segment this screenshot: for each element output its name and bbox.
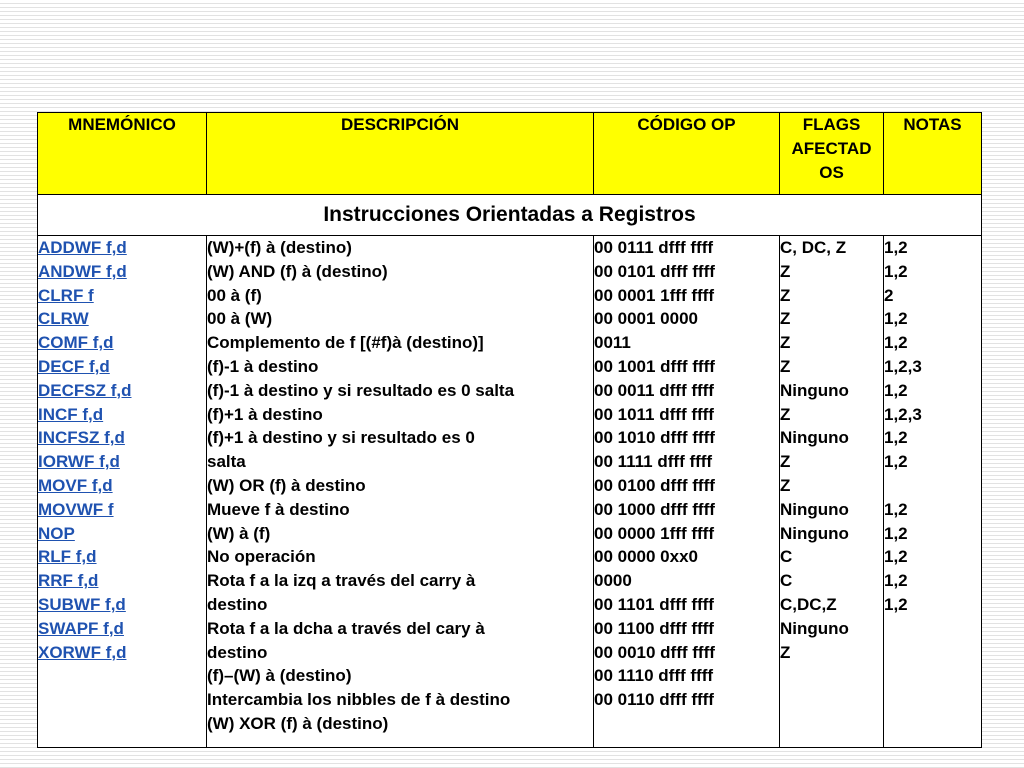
notes-column (884, 236, 982, 748)
description-line: (f)–(W) à (destino) (207, 666, 352, 686)
description-line: (W) OR (f) à destino (207, 475, 366, 495)
description-line: Rota f a la izq a través del carry à (207, 571, 476, 591)
description-line: (f)+1 à destino y si resultado es 0 (207, 428, 475, 448)
opcode-line: 00 0001 1fff ffff (594, 285, 714, 305)
notes-line: 1,2 (884, 594, 908, 614)
flags-line: Z (780, 404, 791, 424)
description-line: 00 à (f) (207, 285, 262, 305)
mnemonic-link[interactable]: ADDWF f,d (38, 238, 127, 257)
opcode-line: 00 1000 dfff ffff (594, 499, 715, 519)
description-line: Complemento de f [(#f)à (destino)] (207, 333, 484, 353)
notes-line: 1,2 (884, 571, 908, 591)
header-flags (780, 113, 884, 195)
opcode-line: 00 0110 dfff ffff (594, 690, 714, 710)
mnemonic-link[interactable]: DECF f,d (38, 356, 110, 376)
description-line: destino (207, 642, 268, 662)
header-mnemonic: MNEMÓNICO (38, 113, 207, 195)
description-line: No operación (207, 547, 316, 567)
opcode-line: 00 0100 dfff ffff (594, 475, 715, 495)
mnemonic-link[interactable]: IORWF f,d (38, 452, 120, 472)
header-row (38, 113, 982, 195)
opcode-line: 00 0010 dfff ffff (594, 642, 715, 662)
mnemonic-link[interactable]: MOVF f,d (38, 475, 113, 495)
opcode-line: 0000 (594, 571, 632, 591)
flags-line: Z (780, 452, 791, 472)
mnemonic-column (38, 236, 207, 748)
notes-line: 1,2 (884, 309, 908, 329)
header-opcode: CÓDIGO OP (594, 113, 780, 195)
header-description: DESCRIPCIÓN (207, 113, 594, 195)
opcode-line: 00 1001 dfff ffff (594, 356, 715, 376)
mnemonic-link[interactable]: MOVWF f (38, 499, 114, 519)
mnemonic-link[interactable]: CLRW (38, 309, 89, 329)
notes-line: 1,2 (884, 261, 908, 281)
flags-line: Z (780, 356, 791, 376)
mnemonic-link[interactable]: NOP (38, 523, 75, 543)
opcode-line: 00 0001 0000 (594, 309, 698, 329)
header-flags-line: OS (819, 163, 844, 182)
description-line: (W) XOR (f) à (destino) (207, 713, 389, 733)
opcode-line: 00 1111 dfff ffff (594, 452, 713, 472)
notes-line: 1,2,3 (884, 356, 922, 376)
description-line: destino (207, 594, 268, 614)
flags-line: Z (780, 261, 791, 281)
notes-line: 1,2 (884, 452, 908, 472)
description-line: (W)+(f) à (destino) (207, 238, 352, 257)
opcode-line: 00 0011 dfff ffff (594, 380, 714, 400)
notes-line: 2 (884, 285, 894, 305)
flags-line: C,DC,Z (780, 594, 837, 614)
notes-line: 1,2 (884, 380, 908, 400)
opcode-line: 00 0111 dfff ffff (594, 238, 714, 257)
header-notes: NOTAS (884, 113, 982, 195)
instructions-row (38, 236, 982, 748)
description-line: (f)-1 à destino (207, 356, 319, 376)
description-line: salta (207, 452, 246, 472)
opcode-line: 00 1100 dfff ffff (594, 618, 714, 638)
header-flags-line: AFECTAD (791, 139, 872, 158)
opcode-line: 00 0101 dfff ffff (594, 261, 715, 281)
description-column (207, 236, 594, 748)
section-row (38, 195, 982, 236)
mnemonic-link[interactable]: SWAPF f,d (38, 618, 124, 638)
description-line: Mueve f à destino (207, 499, 350, 519)
mnemonic-link[interactable]: SUBWF f,d (38, 594, 126, 614)
mnemonic-link[interactable]: XORWF f,d (38, 642, 127, 662)
flags-line: Z (780, 285, 791, 305)
opcode-line: 00 1110 dfff ffff (594, 666, 714, 686)
opcode-line: 00 1101 dfff ffff (594, 594, 714, 614)
mnemonic-link[interactable]: RLF f,d (38, 547, 97, 567)
mnemonic-link[interactable]: COMF f,d (38, 333, 114, 353)
opcode-line: 0011 (594, 333, 631, 353)
flags-line: Z (780, 475, 791, 495)
opcode-column (594, 236, 780, 748)
flags-line: Z (780, 333, 791, 353)
flags-line: Ninguno (780, 618, 849, 638)
notes-line: 1,2 (884, 333, 908, 353)
mnemonic-link[interactable]: DECFSZ f,d (38, 380, 132, 400)
flags-line: Ninguno (780, 380, 849, 400)
section-title: Instrucciones Orientadas a Registros (38, 195, 982, 236)
description-line: Rota f a la dcha a través del cary à (207, 618, 485, 638)
description-line: Intercambia los nibbles de f à destino (207, 690, 511, 710)
notes-line: 1,2 (884, 523, 908, 543)
flags-line: Z (780, 309, 791, 329)
mnemonic-link[interactable]: CLRF f (38, 285, 94, 305)
flags-line: Ninguno (780, 428, 849, 448)
notes-line: 1,2 (884, 238, 908, 257)
flags-line: Ninguno (780, 499, 849, 519)
flags-line: Z (780, 642, 791, 662)
opcode-line: 00 0000 1fff ffff (594, 523, 714, 543)
mnemonic-link[interactable]: ANDWF f,d (38, 261, 127, 281)
flags-line: C (780, 571, 793, 591)
flags-line: C (780, 547, 793, 567)
opcode-line: 00 1011 dfff ffff (594, 404, 714, 424)
notes-line: 1,2 (884, 499, 908, 519)
mnemonic-link[interactable]: INCFSZ f,d (38, 428, 125, 448)
description-line: (f)+1 à destino (207, 404, 323, 424)
notes-line (884, 474, 981, 498)
instruction-set-table (37, 112, 982, 748)
mnemonic-link[interactable]: RRF f,d (38, 571, 99, 591)
description-line: (W) AND (f) à (destino) (207, 261, 388, 281)
flags-line: C, DC, Z (780, 238, 847, 257)
mnemonic-link[interactable]: INCF f,d (38, 404, 104, 424)
flags-column (780, 236, 884, 748)
header-flags-line: FLAGS (802, 115, 861, 134)
description-line: 00 à (W) (207, 309, 273, 329)
description-line: (f)-1 à destino y si resultado es 0 salta (207, 380, 515, 400)
opcode-line: 00 1010 dfff ffff (594, 428, 715, 448)
notes-line: 1,2,3 (884, 404, 922, 424)
flags-line: Ninguno (780, 523, 849, 543)
notes-line: 1,2 (884, 547, 908, 567)
notes-line: 1,2 (884, 428, 908, 448)
opcode-line: 00 0000 0xx0 (594, 547, 698, 567)
description-line: (W) à (f) (207, 523, 271, 543)
